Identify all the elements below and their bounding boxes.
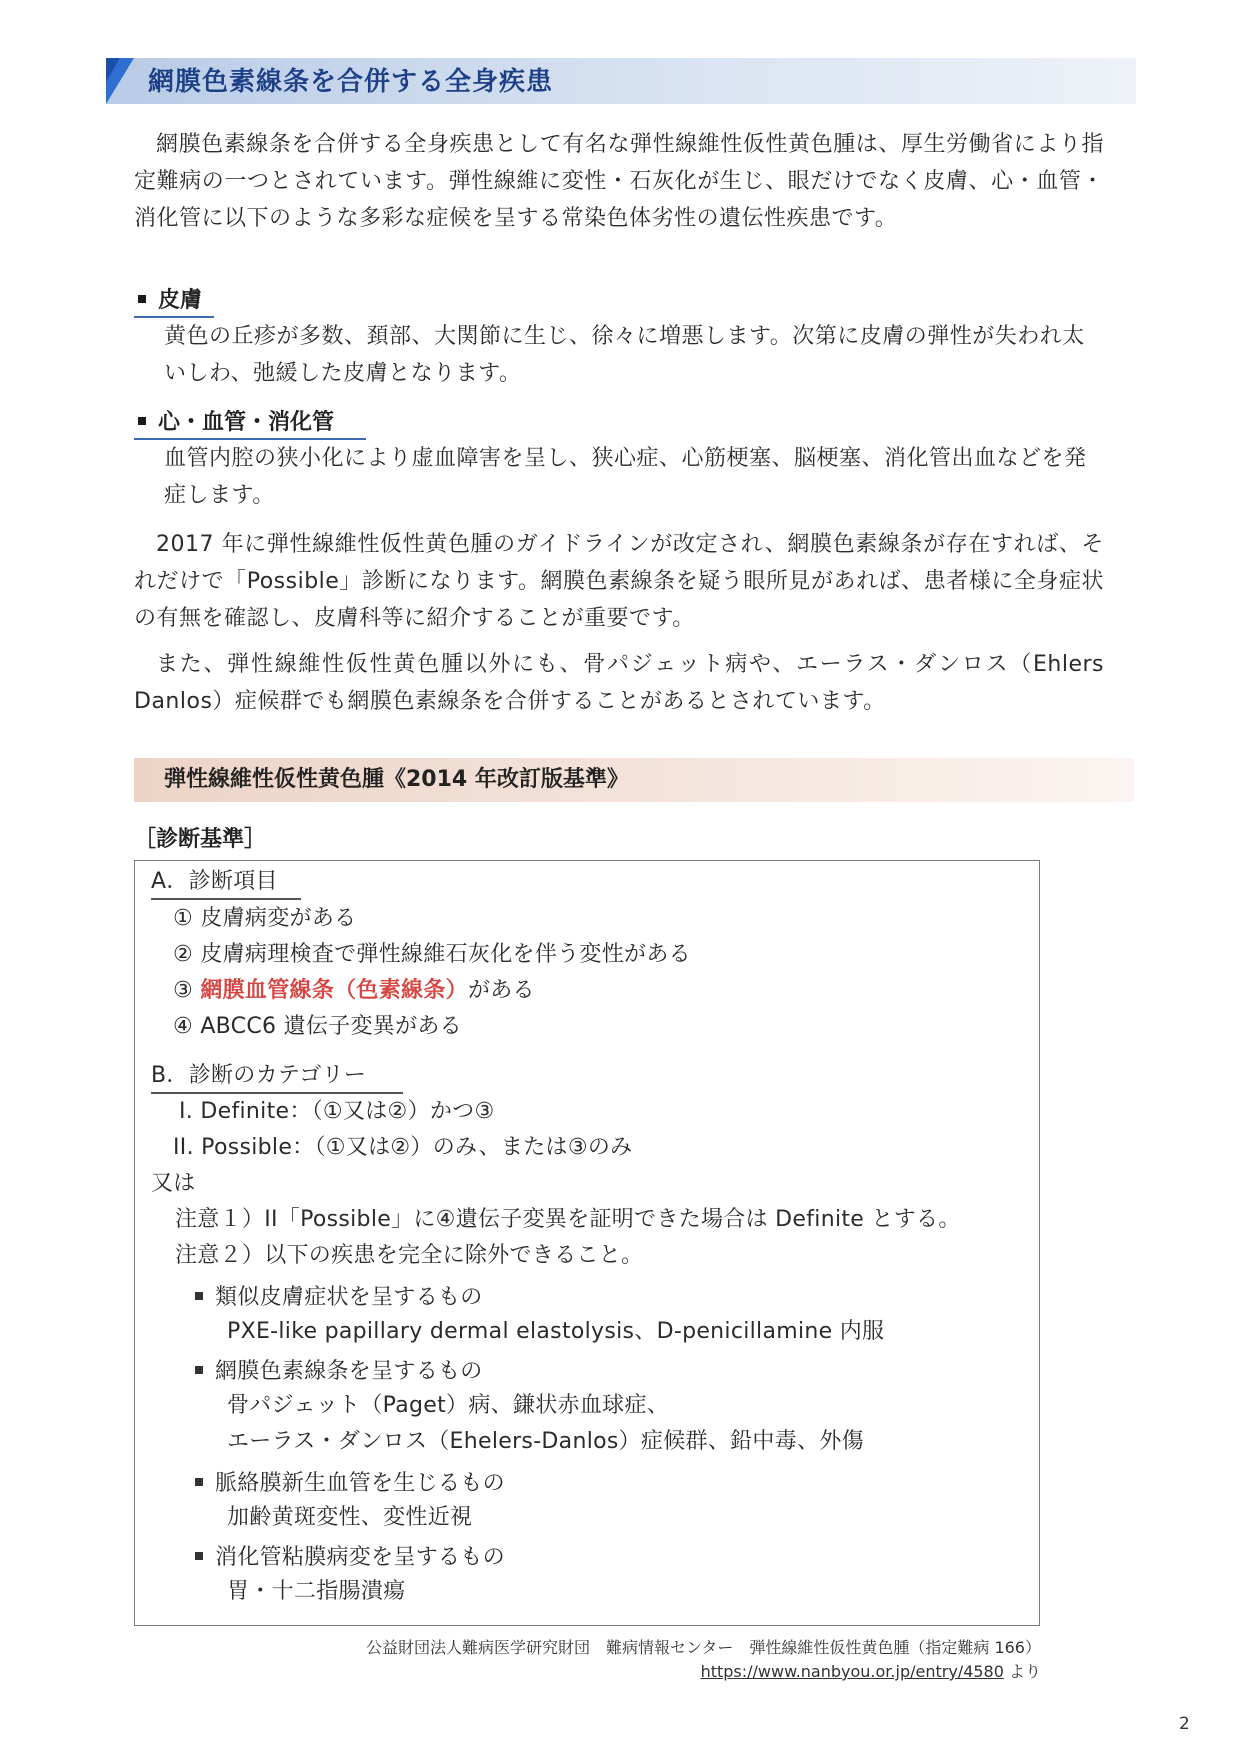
- note-2: 注意２）以下の疾患を完全に除外できること。: [175, 1243, 644, 1268]
- bullet-square-icon: [195, 1478, 203, 1486]
- criteria-item-highlight: [173, 976, 535, 1006]
- or-label: 又は: [151, 1171, 196, 1196]
- bullet-square-icon: [195, 1366, 203, 1374]
- criteria-label: ［診断基準］: [134, 827, 267, 852]
- note-1: 注意１）II「Possible」に④遺伝子変異を証明できた場合は Definite とする。: [175, 1207, 961, 1232]
- item-tail: がある: [467, 978, 535, 1003]
- criteria-item: ② 皮膚病理検査で弾性線維石灰化を伴う変性がある: [173, 942, 691, 967]
- exclusion-heading: [195, 1469, 505, 1499]
- page-number: 2: [1179, 1714, 1190, 1734]
- exclusion-heading: [195, 1543, 505, 1573]
- bullet-square-icon: [138, 295, 146, 303]
- cardio-text: 血管内腔の狭小化により虚血障害を呈し、狭心症、心筋梗塞、脳梗塞、消化管出血などを発症します。: [164, 446, 1087, 508]
- bullet-square-icon: [138, 417, 146, 425]
- exclusion-detail: 加齢黄斑変性、変性近視: [227, 1505, 473, 1530]
- angioid-streaks-highlight: 網膜血管線条（色素線条）: [200, 978, 468, 1003]
- category-definite: I. Definite：（①又は②）かつ③: [179, 1099, 495, 1124]
- bullet-square-icon: [195, 1552, 203, 1560]
- intro-paragraph: 網膜色素線条を合併する全身疾患として有名な弾性線維性仮性黄色腫は、厚生労働省により指定難病の一つとされています。弾性線維に変性・石灰化が生じ、眼だけでなく皮膚、心・血管・消化管に以下のような多彩な症候を呈する常染色体劣性の遺伝性疾患です。: [134, 132, 1104, 231]
- exclusion-heading: [195, 1357, 483, 1387]
- diagnostic-items-heading: A．診断項目: [151, 869, 278, 894]
- source-url-line: [701, 1661, 1041, 1683]
- source-suffix: より: [1003, 1662, 1041, 1681]
- guideline-paragraph: 2017 年に弾性線維性仮性黄色腫のガイドラインが改定され、網膜色素線条が存在すれば、それだけで「Possible」診断になります。網膜色素線条を疑う眼所見があれば、患者様に全身症状の有無を確認し、皮膚科等に紹介することが重要です。: [134, 532, 1105, 631]
- other-diseases-paragraph: また、弾性線維性仮性黄色腫以外にも、骨パジェット病や、エーラス・ダンロス（Ehlers Danlos）症候群でも網膜色素線条を合併することがあるとされています。: [134, 652, 1104, 714]
- cardio-heading: [138, 408, 334, 438]
- criteria-box: [134, 860, 1040, 1626]
- diagnostic-items-underline: [151, 898, 301, 900]
- criteria-section-title: 弾性線維性仮性黄色腫《2014 年改訂版基準》: [164, 767, 629, 792]
- item-number: ③: [173, 978, 201, 1003]
- category-possible: II. Possible：（①又は②）のみ、または③のみ: [173, 1135, 633, 1160]
- source-link[interactable]: https://www.nanbyou.or.jp/entry/4580: [700, 1662, 1004, 1681]
- exclusion-detail: エーラス・ダンロス（Ehelers-Danlos）症候群、鉛中毒、外傷: [227, 1429, 864, 1454]
- exclusion-heading-text: 消化管粘膜病変を呈するもの: [215, 1545, 505, 1570]
- skin-heading-text: 皮膚: [158, 288, 203, 313]
- skin-heading: [138, 286, 202, 316]
- bullet-square-icon: [195, 1292, 203, 1300]
- source-citation: 公益財団法人難病医学研究財団 難病情報センター 弾性線維性仮性黄色腫（指定難病 166）: [366, 1638, 1041, 1657]
- exclusion-detail: 胃・十二指腸潰瘍: [227, 1579, 406, 1604]
- exclusion-heading-text: 類似皮膚症状を呈するもの: [215, 1285, 483, 1310]
- exclusion-heading-text: 網膜色素線条を呈するもの: [215, 1359, 483, 1384]
- header-accent-shape: [106, 58, 134, 104]
- criteria-item: ④ ABCC6 遺伝子変異がある: [173, 1014, 462, 1039]
- exclusion-heading: [195, 1283, 483, 1313]
- category-heading: B．診断のカテゴリー: [151, 1063, 367, 1088]
- category-heading-underline: [151, 1092, 403, 1094]
- exclusion-detail: 骨パジェット（Paget）病、鎌状赤血球症、: [227, 1393, 670, 1418]
- cardio-heading-text: 心・血管・消化管: [158, 410, 335, 435]
- skin-text: 黄色の丘疹が多数、頚部、大関節に生じ、徐々に増悪します。次第に皮膚の弾性が失われ太いしわ、弛緩した皮膚となります。: [164, 324, 1085, 386]
- page-title: 網膜色素線条を合併する全身疾患: [148, 67, 554, 97]
- exclusion-detail: PXE-like papillary dermal elastolysis、D-penicillamine 内服: [227, 1319, 885, 1344]
- exclusion-heading-text: 脈絡膜新生血管を生じるもの: [215, 1471, 505, 1496]
- criteria-item: ① 皮膚病変がある: [173, 906, 357, 931]
